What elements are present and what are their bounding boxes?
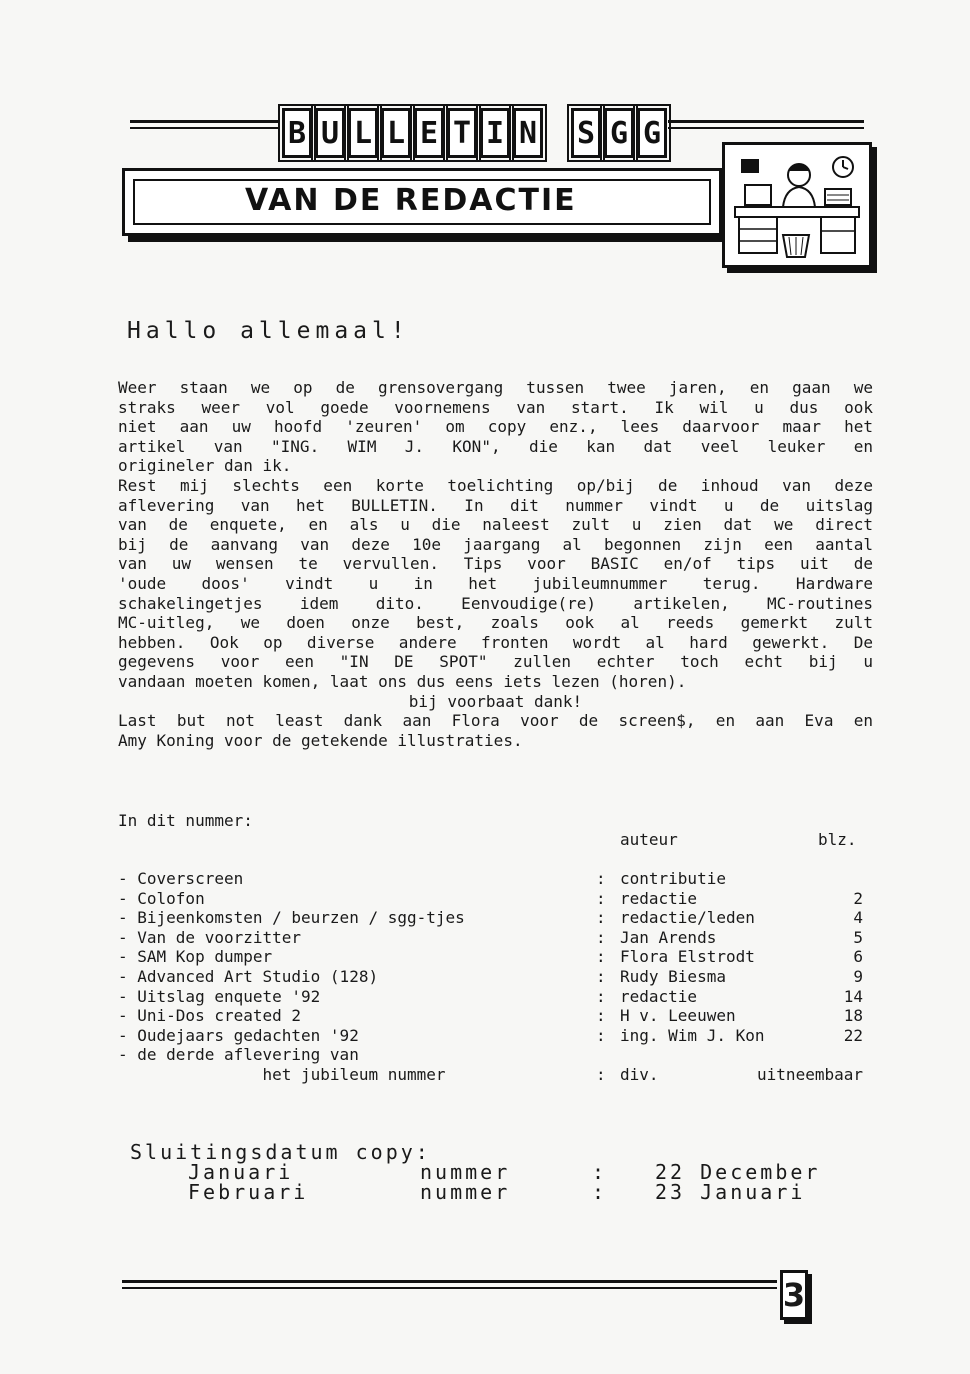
logo-letter: G xyxy=(637,108,667,158)
text-line: bij de aanvang van deze 10e jaargang al begonnen zijn een aantal xyxy=(118,534,873,554)
toc-item-page: 9 xyxy=(853,966,863,986)
text-line: artikel van "ING. WIM J. KON", die kan dat veel leuker en xyxy=(118,436,873,456)
toc-item-page: 4 xyxy=(853,908,863,928)
toc-header-page: blz. xyxy=(818,830,857,849)
toc-item-page: 22 xyxy=(843,1025,863,1045)
toc-item-author: redactie xyxy=(620,986,698,1006)
toc-row: - Coverscreen : contributie xyxy=(118,869,726,888)
toc-row: - Uni-Dos created 2 : H v. Leeuwen 18 xyxy=(118,1006,863,1026)
toc-header-author: auteur xyxy=(620,830,678,849)
logo-letter: U xyxy=(315,108,345,158)
toc-row: - Colofon : redactie 2 xyxy=(118,888,863,908)
text-line: 'oude doos' vindt u in het jubileumnummer terug. Hardware xyxy=(118,573,873,593)
text-line: hebben. Ook op diverse andere fronten wordt al hard gewerkt. De xyxy=(118,632,873,652)
toc-title: In dit nummer: xyxy=(118,811,253,830)
toc-row: - Uitslag enquete '92 : redactie 14 xyxy=(118,986,863,1006)
logo-letter: N xyxy=(513,108,543,158)
logo-letter: L xyxy=(348,108,378,158)
deadline-month: Januari xyxy=(188,1160,294,1184)
text-line: bij voorbaat dank! xyxy=(408,691,583,711)
toc-item-title: - Oudejaars gedachten '92 xyxy=(118,1025,359,1045)
deadline-title: Sluitingsdatum copy: xyxy=(130,1140,431,1164)
logo-letter: G xyxy=(604,108,634,158)
toc-row: het jubileum nummer : div. uitneembaar xyxy=(118,1064,863,1084)
header-rule-left xyxy=(130,120,280,123)
logo-letter: B xyxy=(282,108,312,158)
deadline-label: nummer xyxy=(420,1180,511,1204)
logo-letter: E xyxy=(414,108,444,158)
text-line: straks weer vol goede voornemens van start. Ik wil u dus ook xyxy=(118,397,873,417)
page-number: 3 xyxy=(780,1270,808,1320)
text-line: vandaan moeten komen, laat ons dus eens iets lezen (horen). xyxy=(118,671,687,691)
toc-item-page: 6 xyxy=(853,947,863,967)
toc-row: - SAM Kop dumper : Flora Elstrodt 6 xyxy=(118,947,863,967)
text-line: van uw wensen te vervullen. Tips voor BASIC en/of tips uit de xyxy=(118,554,873,574)
desk-illustration-icon xyxy=(725,145,869,265)
toc-item-title: - Colofon xyxy=(118,888,205,908)
toc-row: - Oudejaars gedachten '92 : ing. Wim J. Kon 22 xyxy=(118,1025,863,1045)
text-line: Weer staan we op de grensovergang tussen twee jaren, en gaan we xyxy=(118,378,873,397)
toc-item-title: - Van de voorzitter xyxy=(118,927,302,947)
toc-item-author: Jan Arends xyxy=(620,927,717,947)
toc-row: - Advanced Art Studio (128) : Rudy Biesma 9 xyxy=(118,966,863,986)
toc-item-author: Rudy Biesma xyxy=(620,966,726,986)
text-line: origineler dan ik. xyxy=(118,456,292,476)
text-line: schakelingetjes idem dito. Eenvoudige(re) artikelen, MC-routines xyxy=(118,593,873,613)
toc-item-page: 14 xyxy=(843,986,863,1006)
header-rule-right xyxy=(668,120,864,123)
footer-rule-2 xyxy=(122,1287,777,1289)
logo-letter: I xyxy=(480,108,510,158)
toc-item-author: div. xyxy=(620,1064,659,1084)
logo-letter: T xyxy=(447,108,477,158)
logo-letter: L xyxy=(381,108,411,158)
deadline-date: 23 Januari xyxy=(655,1180,806,1204)
toc-item-author: Flora Elstrodt xyxy=(620,947,755,967)
greeting-heading: Hallo allemaal! xyxy=(127,318,410,344)
toc-item-author: ing. Wim J. Kon xyxy=(620,1025,765,1045)
toc-item-author: H v. Leeuwen xyxy=(620,1006,736,1026)
toc-item-title: - SAM Kop dumper xyxy=(118,947,273,967)
deadline-date: 22 December xyxy=(655,1160,821,1184)
toc-item-page: uitneembaar xyxy=(757,1064,863,1084)
toc-row xyxy=(118,1045,863,1065)
header-rule-right-2 xyxy=(668,127,864,129)
deadline-colon: : xyxy=(592,1160,608,1184)
toc-item-title: - Bijeenkomsten / beurzen / sgg-tjes xyxy=(118,908,465,928)
text-line: van de enquete, en als u die naleest zult u zien dat we direct xyxy=(118,515,873,535)
toc-item-page: 2 xyxy=(853,888,863,908)
office-desk-illustration xyxy=(722,142,872,268)
text-line: Last but not least dank aan Flora voor de screen$, en aan Eva en xyxy=(118,711,873,731)
toc-item-title: - Uni-Dos created 2 xyxy=(118,1006,302,1026)
deadline-label: nummer xyxy=(420,1160,511,1184)
section-title: VAN DE REDACTIE xyxy=(245,183,577,218)
bulletin-sgg-logo xyxy=(282,108,667,164)
footer-rule xyxy=(122,1280,777,1283)
text-line: aflevering van het BULLETIN. In dit nummer vindt u de uitslag xyxy=(118,495,873,515)
intro-paragraph xyxy=(118,378,873,750)
toc-item-author: redactie xyxy=(620,888,698,908)
toc-item-author: redactie/leden xyxy=(620,908,755,928)
text-line: Amy Koning voor de getekende illustraties. xyxy=(118,730,523,750)
text-line: niet aan uw hoofd 'zeuren' om copy enz., lees daarvoor maar het xyxy=(118,417,873,437)
header-rule-left-2 xyxy=(130,127,280,129)
text-line: Rest mij slechts een korte toelichting op/bij de inhoud van deze xyxy=(118,475,873,495)
toc-item-page: 5 xyxy=(853,927,863,947)
toc-row: - Van de voorzitter : Jan Arends 5 xyxy=(118,927,863,947)
toc-item-title: - Coverscreen xyxy=(118,869,244,888)
table-of-contents xyxy=(118,869,863,1085)
deadline-colon: : xyxy=(592,1180,608,1204)
toc-row: - Bijeenkomsten / beurzen / sgg-tjes : redactie/leden 4 xyxy=(118,908,863,928)
toc-item-title: het jubileum nummer xyxy=(118,1064,446,1084)
toc-item-title: - Uitslag enquete '92 xyxy=(118,986,321,1006)
toc-item-page: 18 xyxy=(843,1006,863,1026)
text-line: gegevens voor een "IN DE SPOT" zullen echter toch echt bij u xyxy=(118,652,873,672)
text-line: MC-uitleg, we doen onze best, zoals ook al reeds gemerkt zult xyxy=(118,613,873,633)
logo-letter: S xyxy=(571,108,601,158)
toc-item-author: contributie xyxy=(620,869,726,888)
section-title-banner xyxy=(122,168,722,236)
toc-item-title: - de derde aflevering van xyxy=(118,1045,359,1065)
deadline-month: Februari xyxy=(188,1180,309,1204)
toc-item-title: - Advanced Art Studio (128) xyxy=(118,966,379,986)
